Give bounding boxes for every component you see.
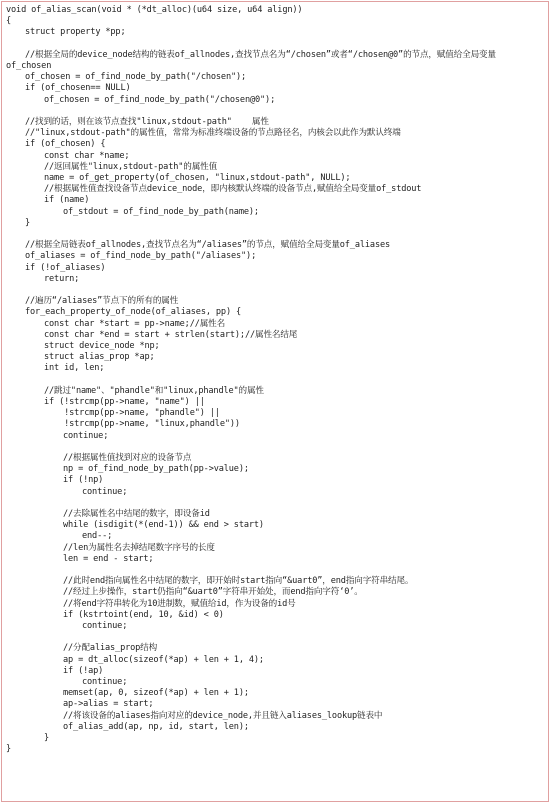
code-line: if (!ap): [63, 665, 104, 676]
code-line: if (kstrtoint(end, 10, &id) < 0): [63, 609, 224, 620]
code-line: of_aliases = of_find_node_by_path("/aliases");: [25, 251, 257, 262]
code-line: const char *name;: [44, 150, 130, 161]
code-line: {: [6, 16, 12, 27]
code-line: struct alias_prop *ap;: [44, 352, 155, 363]
code-line: of_chosen = of_find_node_by_path("/chosen");: [25, 72, 247, 83]
code-line: //len为属性名去掉结尾数字序号的长度: [63, 542, 215, 553]
code-line: continue;: [82, 486, 128, 497]
code-line: continue;: [82, 621, 128, 631]
code-line: //跳过"name"、"phandle"和"linux,phandle"的属性: [44, 385, 264, 396]
code-line: const char *end = start + strlen(start);//属性名结尾: [44, 329, 298, 340]
code-line: continue;: [82, 677, 128, 687]
code-line: if (of_chosen) {: [25, 139, 106, 150]
code-line: struct device_node *np;: [44, 341, 160, 351]
code-line: //根据全局链表of_allnodes,查找节点名为“/aliases”的节点，赋值给全局变量of_aliases: [25, 240, 391, 251]
code-line: void of_alias_scan(void * (*dt_alloc)(u64 size, u64 align)): [6, 5, 303, 15]
code-line: //根据全局的device_node结构的链表of_allnodes,查找节点名为“/chosen”或者“/chosen@0”的节点，赋值给全局变量: [25, 49, 496, 60]
code-line: [2, 442, 548, 453]
code-line: //遍历“/aliases”节点下的所有的属性: [25, 296, 179, 307]
code-line: struct property *pp;: [25, 27, 126, 38]
code-line: if (of_chosen== NULL): [25, 83, 131, 94]
code-line: of_alias_add(ap, np, id, start, len);: [63, 721, 249, 732]
code-line: //根据属性值找到对应的设备节点: [63, 453, 192, 463]
code-line: }: [25, 217, 31, 228]
code-line: if (!strcmp(pp->name, "name") ||: [44, 397, 205, 407]
code-line: //分配alias_prop结构: [63, 643, 158, 654]
code-line: if (name): [44, 195, 90, 206]
code-line: //找到的话，则在该节点查找"linux,stdout-path" 属性: [25, 117, 269, 127]
code-line: //返回属性"linux,stdout-path"的属性值: [44, 161, 218, 172]
code-line: of_stdout = of_find_node_by_path(name);: [63, 206, 259, 217]
code-line: //经过上步操作，start仍指向“&uart0”字符串开始处，而end指向字符‘0’。: [63, 587, 363, 598]
code-line: [2, 39, 548, 50]
code-line: }: [6, 744, 12, 755]
code-line: ap = dt_alloc(sizeof(*ap) + len + 1, 4);: [63, 654, 264, 665]
code-line: while (isdigit(*(end-1)) && end > start): [63, 520, 264, 531]
code-line: of_chosen = of_find_node_by_path("/chosen@0");: [44, 94, 276, 105]
code-line: for_each_property_of_node(of_aliases, pp) {: [25, 307, 242, 318]
code-line: [2, 106, 548, 117]
code-line: continue;: [63, 430, 109, 441]
code-line: const char *start = pp->name;//属性名: [44, 318, 226, 329]
code-line: //"linux,stdout-path"的属性值，常常为标准终端设备的节点路径名，内核会以此作为默认终端: [25, 128, 401, 139]
code-line: [2, 375, 548, 386]
code-line: [2, 632, 548, 643]
code-line: }: [44, 733, 50, 743]
code-line: len = end - start;: [63, 553, 154, 564]
code-line: //将该设备的aliases指向对应的device_node,并且链入aliases_lookup链表中: [63, 710, 383, 721]
code-line: //去除属性名中结尾的数字，即设备id: [63, 509, 210, 519]
code-line: np = of_find_node_by_path(pp->value);: [63, 464, 249, 475]
code-line: int id, len;: [44, 363, 105, 374]
code-line: ap->alias = start;: [63, 699, 154, 710]
code-line: //此时end指向属性名中结尾的数字，即开始时start指向“&uart0”，end指向字符串结尾。: [63, 576, 414, 587]
code-line: end--;: [82, 531, 113, 542]
code-line: [2, 565, 548, 576]
code-line: [2, 229, 548, 240]
code-line: //根据属性值查找设备节点device_node，即内核默认终端的设备节点,赋值给全局变量of_stdout: [44, 184, 422, 195]
code-line: memset(ap, 0, sizeof(*ap) + len + 1);: [63, 688, 249, 699]
code-line: !strcmp(pp->name, "phandle") ||: [44, 408, 220, 419]
code-line: return;: [44, 273, 80, 284]
code-line: if (!np): [63, 475, 104, 486]
code-line: if (!of_aliases): [25, 262, 106, 273]
code-line: [2, 498, 548, 509]
code-line: !strcmp(pp->name, "linux,phandle")): [44, 419, 240, 430]
code-line: //将end字符串转化为10进制数，赋值给id，作为设备的id号: [63, 598, 296, 609]
code-viewer: [1, 1, 549, 802]
code-line: [2, 285, 548, 296]
code-line: name = of_get_property(of_chosen, "linux,stdout-path", NULL);: [44, 173, 351, 183]
code-line: of_chosen: [6, 61, 52, 71]
